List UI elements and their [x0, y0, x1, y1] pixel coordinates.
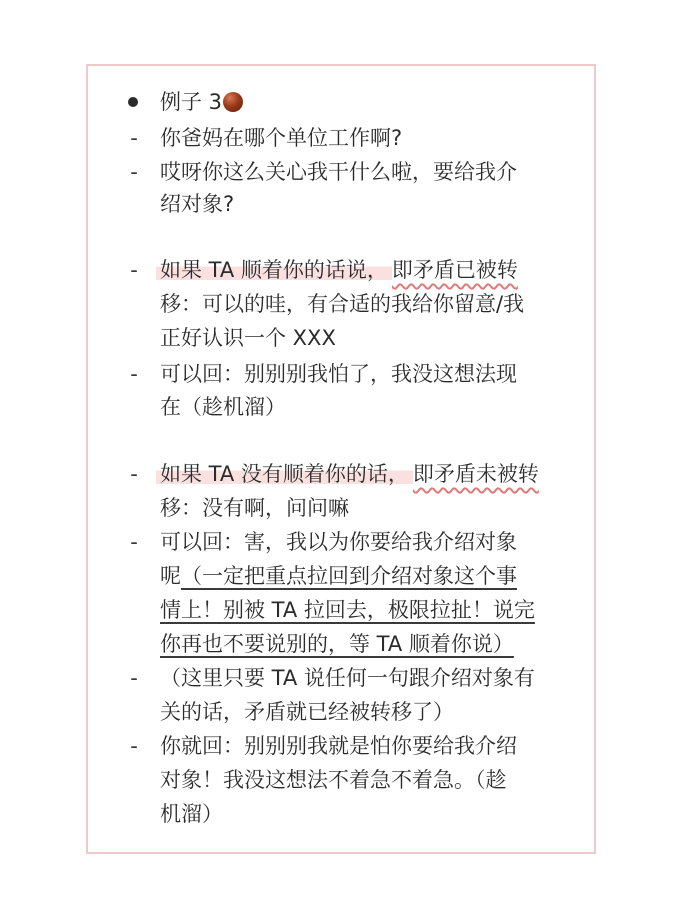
list-item-continuation: 正好认识一个 XXX	[160, 326, 336, 350]
list-item: - （这里只要 TA 说任何一句跟介绍对象有	[88, 660, 594, 696]
list-item: - 你爸妈在哪个单位工作啊?	[88, 120, 594, 156]
list-item	[88, 252, 594, 288]
dash-marker: -	[130, 666, 138, 690]
highlighted-phrase: 如果 TA 没有顺着你的话，	[156, 462, 413, 486]
list-item-continuation: 移：可以的哇，有合适的我给你留意/我	[160, 292, 525, 316]
dash-marker: -	[130, 362, 138, 386]
dash-marker: -	[130, 126, 138, 150]
list-item: - 可以回：害，我以为你要给我介绍对象	[88, 524, 594, 560]
underlined-text: 情上！别被 TA 拉回去，极限拉扯！说完	[160, 598, 535, 622]
list-item: - 哎呀你这么关心我干什么啦，要给我介	[88, 154, 594, 190]
bullet-dot	[128, 97, 138, 107]
underlined-text: 你再也不要说别的，等 TA 顺着你说）	[160, 632, 514, 656]
wavy-underlined-phrase: 即矛盾未被转	[412, 462, 539, 486]
dash-marker: -	[130, 258, 138, 282]
list-item-continuation: 机溜）	[160, 802, 223, 826]
chestnut-icon	[223, 92, 243, 112]
list-item-continuation	[88, 626, 594, 662]
dash-marker: -	[130, 734, 138, 758]
dash-marker: -	[130, 530, 138, 554]
list-item-continuation: 在（趁机溜）	[160, 395, 286, 419]
list-item-continuation: 关的话，矛盾就已经被转移了）	[160, 700, 454, 724]
list-item-continuation: 绍对象?	[160, 192, 235, 216]
list-item-continuation: 呢（一定把重点拉回到介绍对象这个事	[160, 564, 517, 588]
list-item: - 可以回：别别别我怕了，我没这想法现	[88, 356, 594, 392]
heading-label: 例子 3	[160, 90, 223, 114]
heading-row	[88, 84, 594, 120]
underlined-text: （一定把重点拉回到介绍对象这个事	[181, 564, 517, 588]
list-item	[88, 456, 594, 492]
list-item-continuation	[88, 592, 594, 628]
note-card	[86, 64, 596, 854]
list-item-continuation: 移：没有啊，问问嘛	[160, 496, 349, 520]
wavy-underlined-phrase: 即矛盾已被转	[391, 258, 518, 282]
dash-marker: -	[130, 160, 138, 184]
dash-marker: -	[130, 462, 138, 486]
highlighted-phrase: 如果 TA 顺着你的话说，	[156, 258, 392, 282]
list-item: - 你就回：别别别我就是怕你要给我介绍	[88, 728, 594, 764]
list-item-continuation: 对象！我没这想法不着急不着急。（趁	[160, 768, 507, 792]
